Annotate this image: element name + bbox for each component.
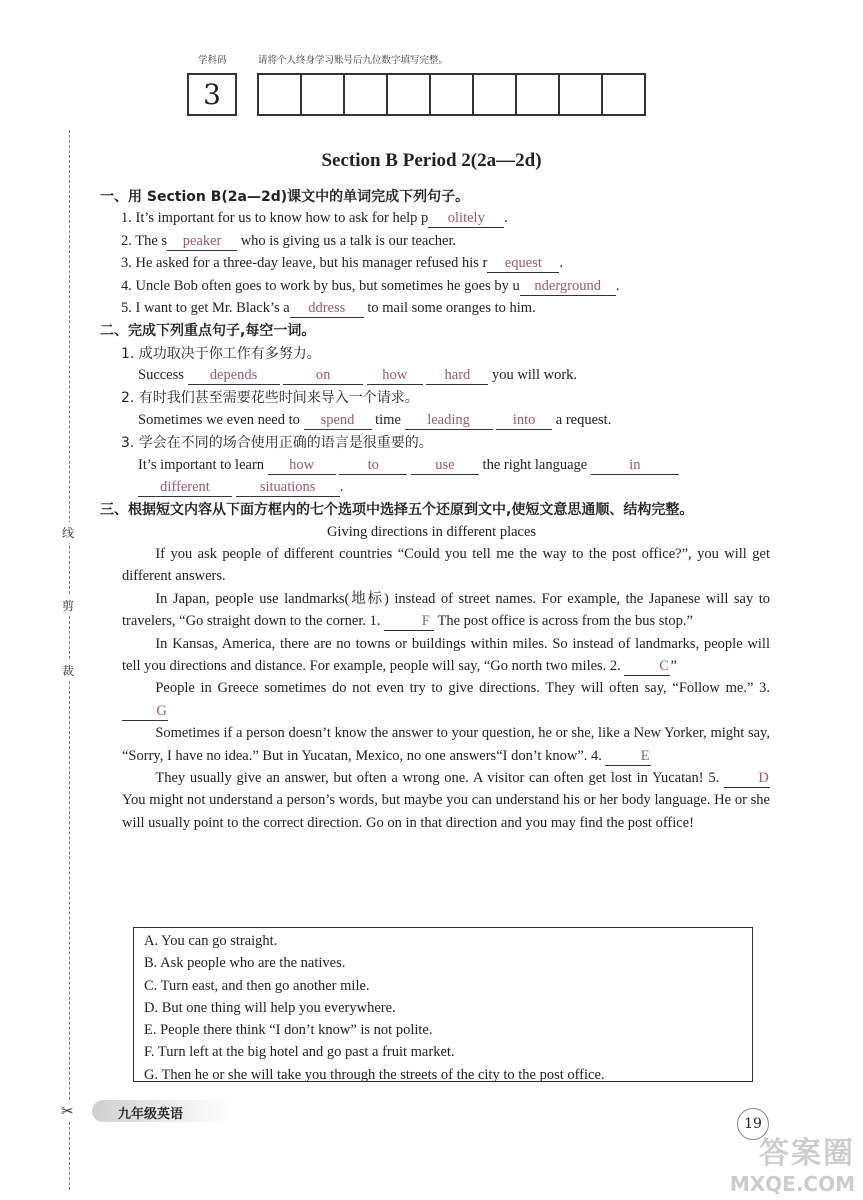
part2-q2: Sometimes we even need to spend time leading into a request. — [138, 412, 612, 428]
answer-blank[interactable]: different — [138, 478, 232, 497]
passage-paragraph: In Japan, people use landmarks(地标) instead of street names. For example, the Japanese will say to travelers, “Go straight down to the corner. 1. F The post office is across from the bus stop.” — [122, 590, 770, 630]
id-instruction: 请将个人终身学习账号后九位数字填写完整。 — [258, 55, 449, 66]
scissors-icon: ✂ — [61, 1102, 74, 1120]
answer-blank[interactable]: peaker — [167, 232, 237, 251]
option-item: D. But one thing will help you everywhere. — [144, 999, 396, 1016]
options-box — [133, 927, 753, 1082]
cut-mark-cut: 剪 — [62, 595, 74, 616]
cut-mark-tear: 裁 — [62, 660, 74, 681]
watermark-logo: 答案圈 MXQE.COM — [729, 1136, 855, 1196]
part1-item-2: 2. The s peaker who is giving us a talk is our teacher. — [121, 233, 457, 249]
part2-q3-chinese: 3. 学会在不同的场合使用正确的语言是很重要的。 — [121, 435, 433, 451]
answer-blank[interactable]: ddress — [290, 299, 364, 318]
part1-item-3: 3. He asked for a three-day leave, but his manager refused his r equest . — [121, 255, 564, 271]
answer-blank[interactable]: hard — [426, 366, 488, 385]
part2-heading: 二、完成下列重点句子,每空一词。 — [100, 323, 316, 339]
option-item: G. Then he or she will take you through the streets of the city to the post office. — [144, 1066, 605, 1083]
option-item: A. You can go straight. — [144, 933, 278, 949]
answer-blank[interactable]: F — [384, 612, 434, 631]
answer-blank[interactable]: into — [496, 411, 552, 430]
cut-mark-line: 线 — [62, 522, 74, 543]
option-item: B. Ask people who are the natives. — [144, 955, 346, 972]
part2-q1-chinese: 1. 成功取决于你工作有多努力。 — [121, 346, 321, 362]
subject-code-box: 3 — [187, 73, 237, 116]
answer-blank[interactable]: depends — [188, 366, 280, 385]
answer-blank[interactable]: use — [411, 456, 479, 475]
page-number: 19 — [737, 1108, 769, 1140]
id-digit-box[interactable] — [257, 73, 302, 116]
answer-blank[interactable]: olitely — [428, 209, 504, 228]
answer-blank[interactable]: how — [268, 456, 336, 475]
option-item: E. People there think “I don’t know” is not polite. — [144, 1022, 433, 1039]
passage-paragraph: People in Greece sometimes do not even try to give directions. They will often say, “Follow me.” 3. G — [122, 677, 770, 722]
id-digit-box[interactable] — [558, 73, 603, 116]
part3-heading: 三、根据短文内容从下面方框内的七个选项中选择五个还原到文中,使短文意思通顺、结构完整。 — [100, 502, 694, 518]
passage-paragraph: In Kansas, America, there are no towns or buildings within miles. So instead of landmarks, people will tell you directions and distance. For example, people will say, “Go north two miles. 2. C ” — [122, 635, 770, 675]
part2-q3-line2: different situations . — [138, 476, 343, 498]
passage-paragraph: Sometimes if a person doesn’t know the answer to your question, he or she, like a New Yorker, might say, “Sorry, I have no idea.” But in Yucatan, Mexico, no one answers“I don’t know”. 4. E — [122, 725, 770, 764]
answer-blank[interactable]: situations — [236, 478, 340, 497]
answer-blank[interactable]: nderground — [520, 277, 616, 296]
passage-title: Giving directions in different places — [326, 524, 537, 540]
id-digit-box[interactable] — [343, 73, 388, 116]
answer-blank[interactable]: C — [624, 657, 670, 676]
part2-q1: Success depends on how hard you will work. — [138, 367, 578, 383]
id-digit-box[interactable] — [386, 73, 431, 116]
option-item: C. Turn east, and then go another mile. — [144, 977, 370, 994]
answer-blank[interactable]: D — [724, 769, 770, 788]
answer-blank[interactable]: in — [591, 456, 679, 475]
answer-blank[interactable]: on — [283, 366, 363, 385]
answer-blank[interactable]: how — [367, 366, 423, 385]
part1-item-4: 4. Uncle Bob often goes to work by bus, but sometimes he goes by u nderground . — [121, 278, 620, 294]
option-item: F. Turn left at the big hotel and go past a fruit market. — [144, 1044, 455, 1061]
part1-item-5: 5. I want to get Mr. Black’s a ddress to mail some oranges to him. — [121, 300, 536, 316]
page-title: Section B Period 2(2a—2d) — [321, 150, 542, 171]
id-digit-box[interactable] — [601, 73, 646, 116]
part2-q2-chinese: 2. 有时我们甚至需要花些时间来导入一个请求。 — [121, 390, 419, 406]
subject-code-label: 学科码 — [198, 55, 227, 66]
part2-q3-line1: It’s important to learn how to use the right language in — [138, 454, 679, 476]
id-digit-box[interactable] — [515, 73, 560, 116]
book-title: 九年级英语 — [118, 1107, 184, 1122]
answer-blank[interactable]: leading — [405, 411, 493, 430]
answer-blank[interactable]: E — [605, 747, 651, 766]
passage-paragraph: They usually give an answer, but often a wrong one. A visitor can often get lost in Yucatan! 5. D You might not understand a person’s words, but maybe you can understand his or her body language. He or she will usually point to the correct direction. Go on in that direction and you may find the post office! — [122, 770, 770, 831]
passage — [122, 543, 770, 834]
answer-blank[interactable]: G — [122, 702, 168, 721]
id-digit-box[interactable] — [429, 73, 474, 116]
part1-heading: 一、用 Section B(2a—2d)课文中的单词完成下列句子。 — [100, 189, 470, 205]
answer-blank[interactable]: spend — [304, 411, 372, 430]
answer-blank[interactable]: to — [339, 456, 407, 475]
id-digit-box[interactable] — [472, 73, 517, 116]
id-box-row — [189, 73, 646, 116]
answer-blank[interactable]: equest — [487, 254, 559, 273]
passage-paragraph: If you ask people of different countries “Could you tell me the way to the post office?”, you will get different answers. — [122, 546, 770, 585]
part1-item-1: 1. It’s important for us to know how to ask for help p olitely . — [121, 210, 508, 226]
id-digit-box[interactable] — [300, 73, 345, 116]
